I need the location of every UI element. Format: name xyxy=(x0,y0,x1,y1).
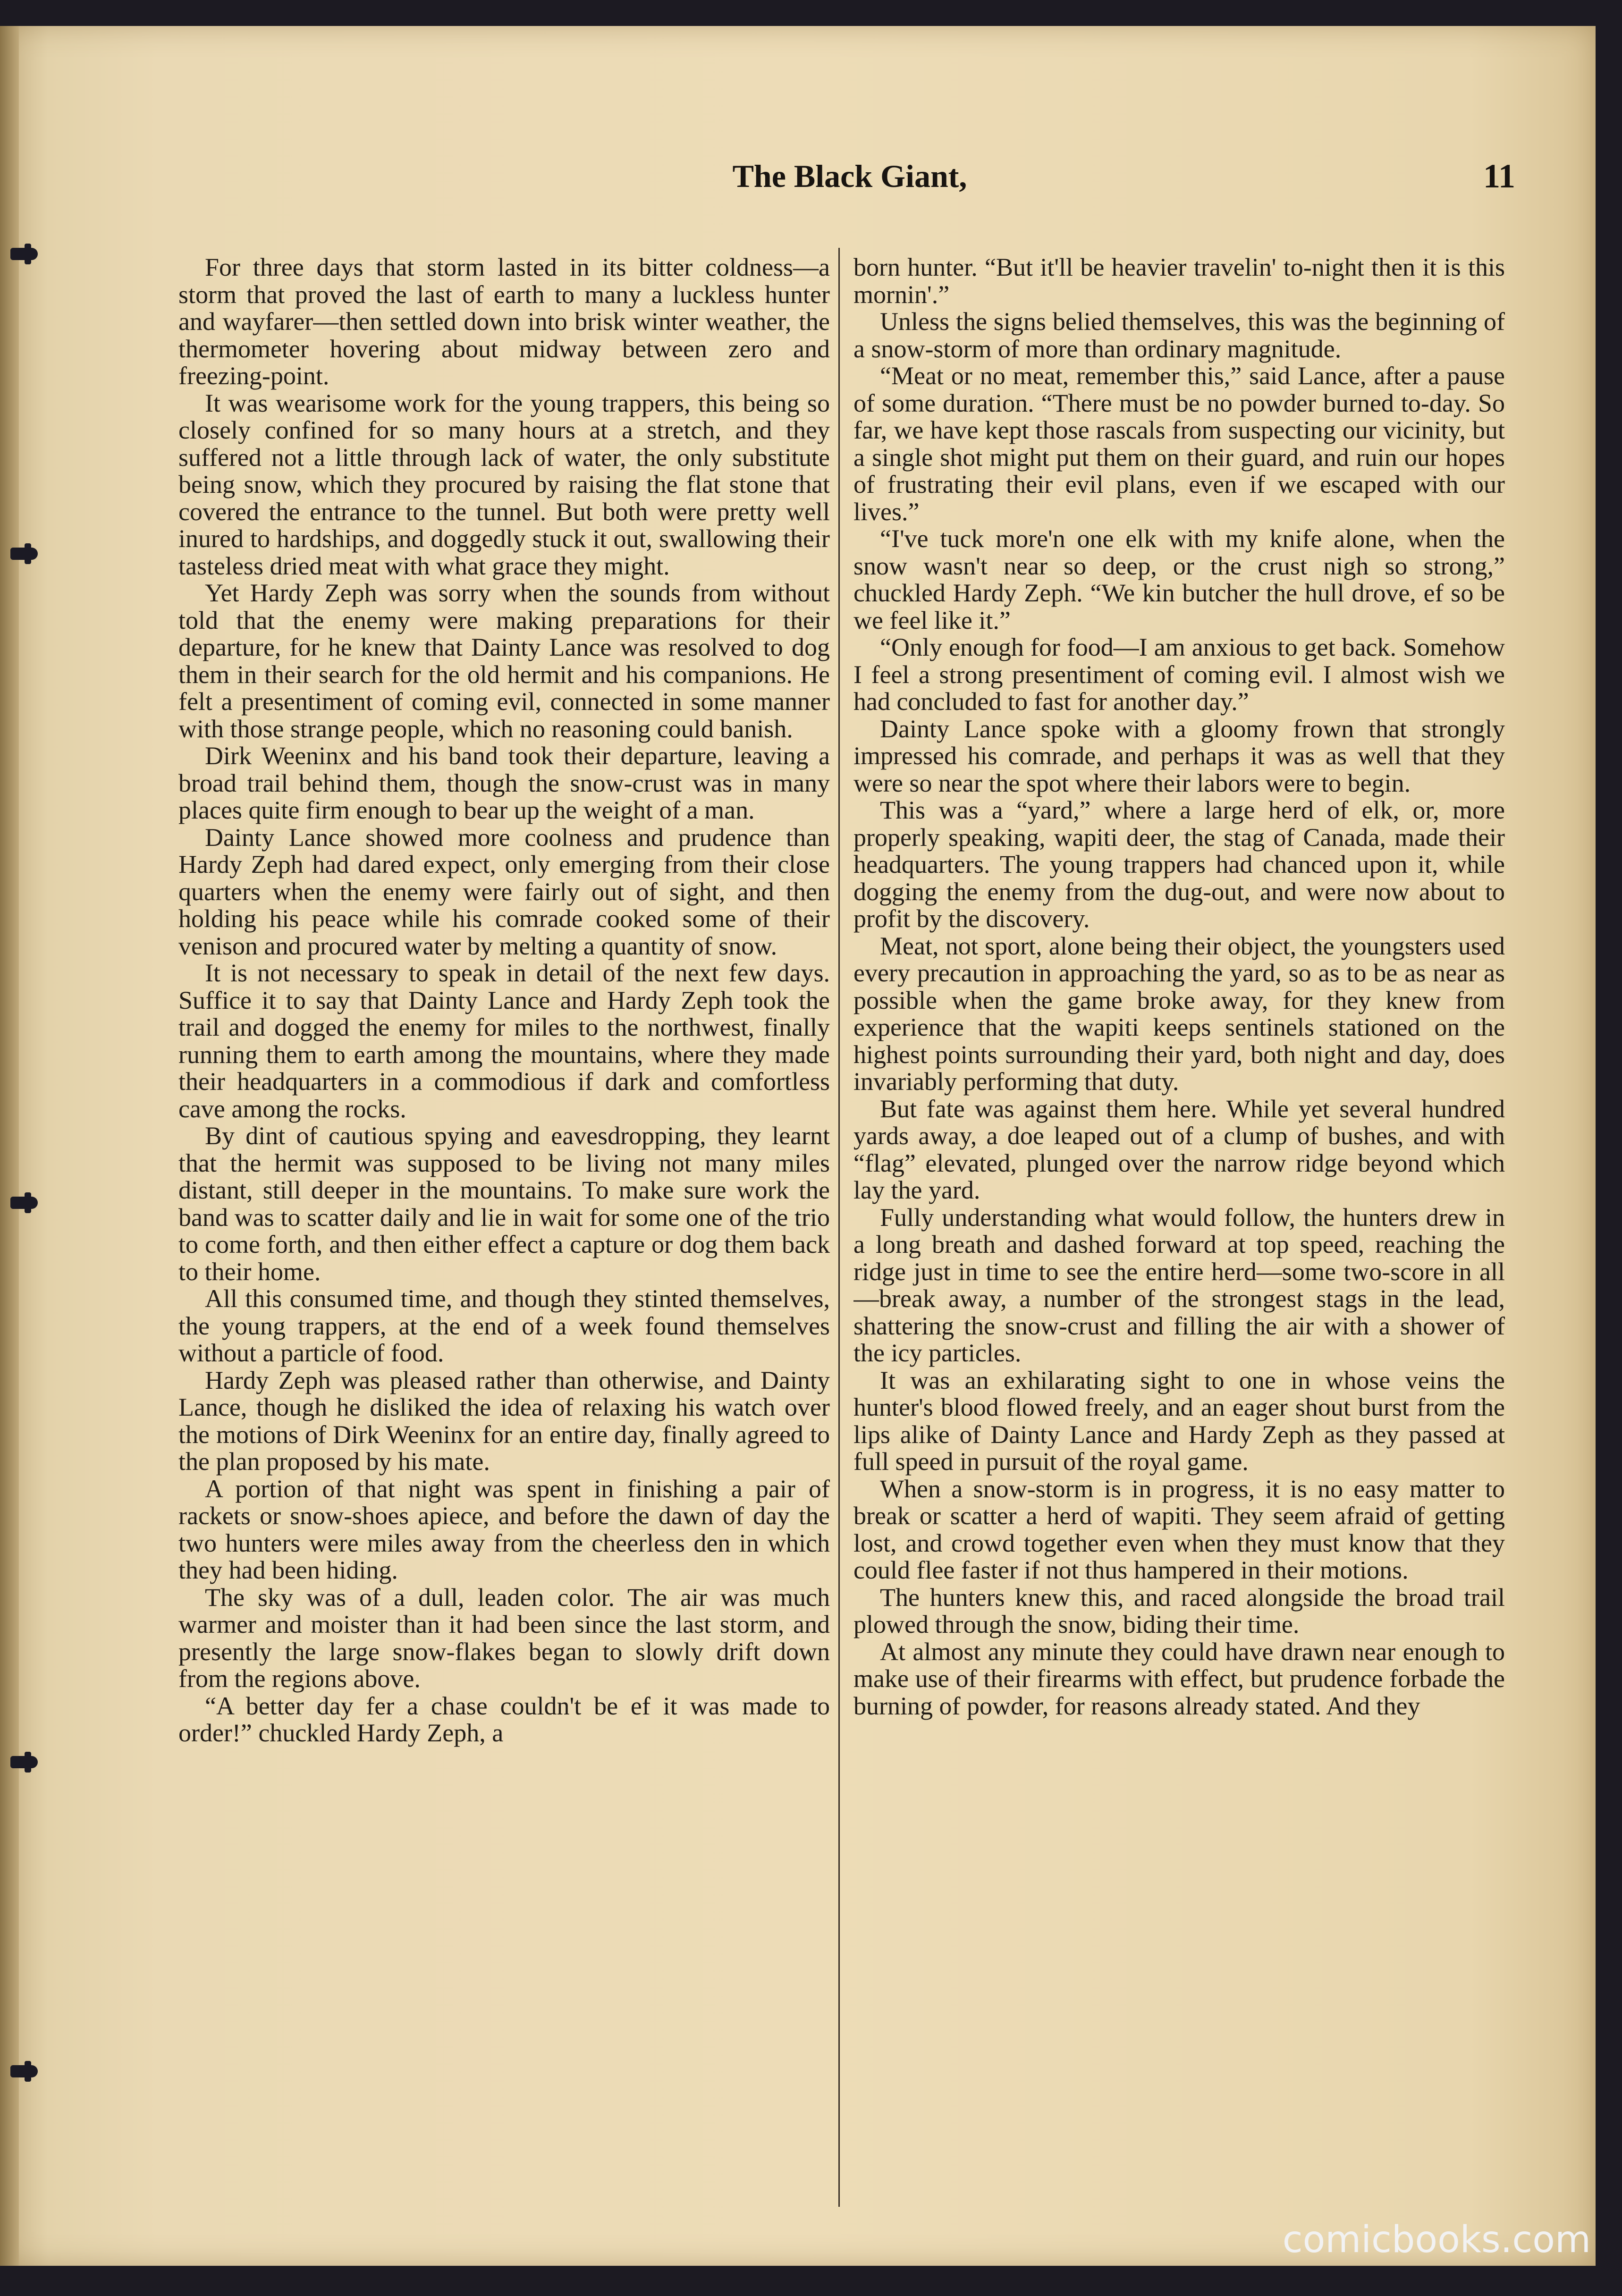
paragraph: By dint of cautious spying and eavesdropping, they learnt that the hermit was supposed to be living not many miles distant, still deeper in the mountains. To make sure work the band was to scatter daily and lie in wait for some one of the trio to come forth, and then either effect a capture or dog them back to their home. xyxy=(178,1122,830,1286)
binding-stitch xyxy=(10,1197,38,1209)
running-header-title: The Black Giant, xyxy=(732,158,967,194)
binding-stitch xyxy=(10,1756,38,1768)
right-text-column xyxy=(853,254,1505,2218)
paragraph: Hardy Zeph was pleased rather than otherwise, and Dainty Lance, though he disliked the idea of relaxing his watch over the motions of Dirk Weeninx for an entire day, finally agreed to the plan proposed by his mate. xyxy=(178,1366,830,1476)
paragraph: When a snow-storm is in progress, it is no easy matter to break or scatter a herd of wapiti. They seem afraid of getting lost, and crowd together even when they must know that they could flee faster if not thus hampered in their motions. xyxy=(853,1474,1505,1584)
left-text-column xyxy=(178,254,830,2218)
paragraph: It was wearisome work for the young trappers, this being so closely confined for so many hours at a stretch, and they suffered not a little through lack of water, the only substitute being snow, which they procured by raising the flat stone that covered the entrance to the tunnel. But both were pretty well inured to hardships, and doggedly stuck it out, swallowing their tasteless dried meat with what grace they might. xyxy=(178,388,830,580)
paragraph: “Only enough for food—I am anxious to get back. Somehow I feel a strong presentiment of coming evil. I almost wish we had concluded to fast for another day.” xyxy=(853,633,1505,716)
paragraph: For three days that storm lasted in its bitter coldness—a storm that proved the last of earth to many a luckless hunter and wayfarer—then settled down into brisk winter weather, the thermometer hovering about midway between zero and freezing-point. xyxy=(178,254,830,390)
paragraph: All this consumed time, and though they stinted themselves, the young trappers, at the end of a week found themselves without a particle of food. xyxy=(178,1284,830,1367)
paragraph: Dainty Lance spoke with a gloomy frown that strongly impressed his comrade, and perhaps it was as well that they were so near the spot where their labors were to begin. xyxy=(853,714,1505,797)
paragraph: This was a “yard,” where a large herd of elk, or, more properly speaking, wapiti deer, the stag of Canada, made their headquarters. The young trappers had chanced upon it, while dogging the enemy from the dug-out, and were now about to profit by the discovery. xyxy=(853,796,1505,933)
paragraph: “I've tuck more'n one elk with my knife alone, when the snow wasn't near so deep, or the crust nigh so strong,” chuckled Hardy Zeph. “We kin butcher the hull drove, ef so be we feel like it.” xyxy=(853,524,1505,634)
paragraph: But fate was against them here. While yet several hundred yards away, a doe leaped out of a clump of bushes, and with “flag” elevated, plunged over the narrow ridge beyond which lay the yard. xyxy=(853,1094,1505,1204)
paragraph: Unless the signs belied themselves, this was the beginning of a snow-storm of more than ordinary magnitude. xyxy=(853,307,1505,363)
column-divider xyxy=(838,248,840,2207)
paragraph: The hunters knew this, and raced alongside the broad trail plowed through the snow, biding their time. xyxy=(853,1583,1505,1638)
paragraph: Yet Hardy Zeph was sorry when the sounds from without told that the enemy were making preparations for their departure, for he knew that Dainty Lance was resolved to dog them in their search for the old hermit and his companions. He felt a presentiment of coming evil, connected in some manner with those strange people, which no reasoning could banish. xyxy=(178,579,830,743)
paragraph: The sky was of a dull, leaden color. The air was much warmer and moister than it had been since the last storm, and presently the large snow-flakes began to slowly drift down from the regions above. xyxy=(178,1583,830,1693)
paragraph: “Meat or no meat, remember this,” said Lance, after a pause of some duration. “There must be no powder burned to-day. So far, we have kept those rascals from suspecting our vicinity, but a single shot might put them on their guard, and ruin our hopes of frustrating their evil plans, even if we escaped with our lives.” xyxy=(853,362,1505,526)
binding-stitch xyxy=(10,248,38,260)
page-number: 11 xyxy=(1483,157,1515,195)
page-binding xyxy=(0,26,19,2266)
paragraph: Meat, not sport, alone being their object, the youngsters used every precaution in approaching the yard, so as to be as near as possible when the game broke away, for they knew from experience that the wapiti keeps sentinels stationed on the highest points surrounding their yard, both night and day, does invariably performing that duty. xyxy=(853,931,1505,1096)
magazine-page xyxy=(0,26,1596,2266)
paragraph: Dirk Weeninx and his band took their departure, leaving a broad trail behind them, though the snow-crust was in many places quite firm enough to bear up the weight of a man. xyxy=(178,742,830,824)
paragraph: A portion of that night was spent in finishing a pair of rackets or snow-shoes apiece, and before the dawn of day the two hunters were miles away from the cheerless den in which they had been hiding. xyxy=(178,1474,830,1584)
paragraph: It is not necessary to speak in detail of the next few days. Suffice it to say that Dainty Lance and Hardy Zeph took the trail and dogged the enemy for miles to the northwest, finally running them to earth among the mountains, where they made their headquarters in a commodious if dark and comfortless cave among the rocks. xyxy=(178,959,830,1123)
site-watermark: comicbooks.com xyxy=(1282,2219,1591,2261)
paragraph: “A better day fer a chase couldn't be ef it was made to order!” chuckled Hardy Zeph, a xyxy=(178,1691,830,1747)
paragraph: At almost any minute they could have drawn near enough to make use of their firearms with effect, but prudence forbade the burning of powder, for reasons already stated. And they xyxy=(853,1637,1505,1720)
paragraph: It was an exhilarating sight to one in whose veins the hunter's blood flowed freely, and an eager shout burst from the lips alike of Dainty Lance and Hardy Zeph as they passed at full speed in pursuit of the royal game. xyxy=(853,1366,1505,1476)
paragraph: Fully understanding what would follow, the hunters drew in a long breath and dashed forward at top speed, reaching the ridge just in time to see the entire herd—some two-score in all—break away, a number of the strongest stags in the lead, shattering the snow-crust and filling the air with a shower of the icy particles. xyxy=(853,1203,1505,1367)
binding-stitch xyxy=(10,2065,38,2077)
binding-stitch xyxy=(10,548,38,560)
paragraph: born hunter. “But it'll be heavier travelin' to-night then it is this mornin'.” xyxy=(853,254,1505,309)
paragraph: Dainty Lance showed more coolness and prudence than Hardy Zeph had dared expect, only emerging from their close quarters when the enemy were fairly out of sight, and then holding his peace while his comrade cooked some of their venison and procured water by melting a quantity of snow. xyxy=(178,823,830,960)
